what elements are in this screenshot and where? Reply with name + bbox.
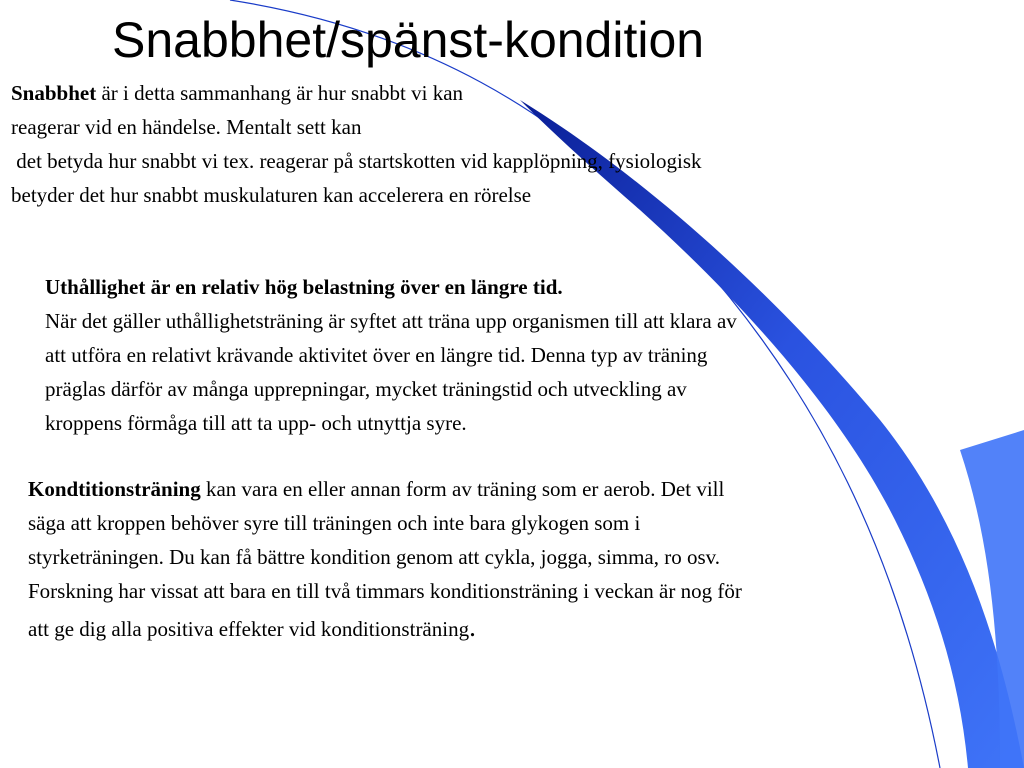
- endurance-heading: [45, 270, 737, 304]
- endurance-heading-text: Uthållighet är en relativ hög belastning över en längre tid.: [45, 275, 563, 299]
- speed-paragraph: [11, 76, 702, 212]
- endurance-line-3: att utföra en relativt krävande aktivitet över en längre tid. Denna typ av träning: [45, 343, 708, 367]
- condition-line-5-text: att ge dig alla positiva effekter vid konditionsträning: [28, 617, 470, 641]
- condition-term: Kondtitionsträning: [28, 477, 201, 501]
- speed-line-1-text: är i detta sammanhang är hur snabbt vi kan: [96, 81, 464, 105]
- speed-line-3: det betyda hur snabbt vi tex. reagerar på startskotten vid kapplöpning, fysiologisk: [11, 149, 702, 173]
- endurance-paragraph: [45, 270, 737, 440]
- speed-line-4: betyder det hur snabbt muskulaturen kan accelerera en rörelse: [11, 183, 532, 207]
- endurance-line-5: kroppens förmåga till att ta upp- och utnyttja syre.: [45, 411, 467, 435]
- condition-line-5: [28, 608, 742, 648]
- speed-line-1: [11, 76, 702, 110]
- condition-line-3: styrketräningen. Du kan få bättre kondition genom att cykla, jogga, simma, ro osv.: [28, 545, 721, 569]
- condition-line-1: [28, 472, 742, 506]
- endurance-line-4: präglas därför av många upprepningar, mycket träningstid och utveckling av: [45, 377, 687, 401]
- condition-line-5-period: .: [469, 612, 476, 642]
- condition-line-2: säga att kroppen behöver syre till träningen och inte bara glykogen som i: [28, 511, 641, 535]
- condition-paragraph: [28, 472, 742, 648]
- endurance-line-2: När det gäller uthållighetsträning är syftet att träna upp organismen till att klara av: [45, 309, 737, 333]
- speed-term: Snabbhet: [11, 81, 97, 105]
- speed-line-2: reagerar vid en händelse. Mentalt sett kan: [11, 115, 362, 139]
- slide-title: Snabbhet/spänst-kondition: [112, 12, 705, 68]
- condition-line-4: Forskning har vissat att bara en till två timmars konditionsträning i veckan är nog för: [28, 579, 742, 603]
- condition-line-1-text: kan vara en eller annan form av träning som er aerob. Det vill: [200, 477, 725, 501]
